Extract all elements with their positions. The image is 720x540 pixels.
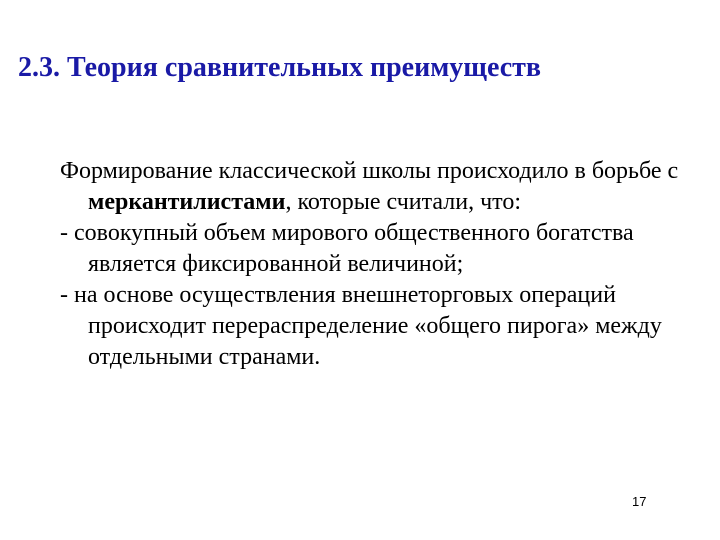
- slide-title: 2.3. Теория сравнительных преимуществ: [18, 52, 542, 83]
- paragraph-intro-text: Формирование классической школы происходило в борьбе с: [60, 158, 679, 184]
- slide-body: [60, 156, 700, 373]
- mercantilists-term: меркантилистами: [88, 189, 286, 215]
- paragraph-intro-tail: , которые считали, что:: [285, 189, 522, 215]
- list-item-fixed-wealth: - совокупный объем мирового общественного богатства является фиксированной величиной;: [60, 220, 634, 277]
- list-item-redistribution: - на основе осуществления внешнеторговых операций происходит перераспределение «общего пирога» между отдельными странами.: [60, 282, 662, 370]
- paragraph-intro: [60, 156, 700, 218]
- page-number: 17: [632, 494, 647, 509]
